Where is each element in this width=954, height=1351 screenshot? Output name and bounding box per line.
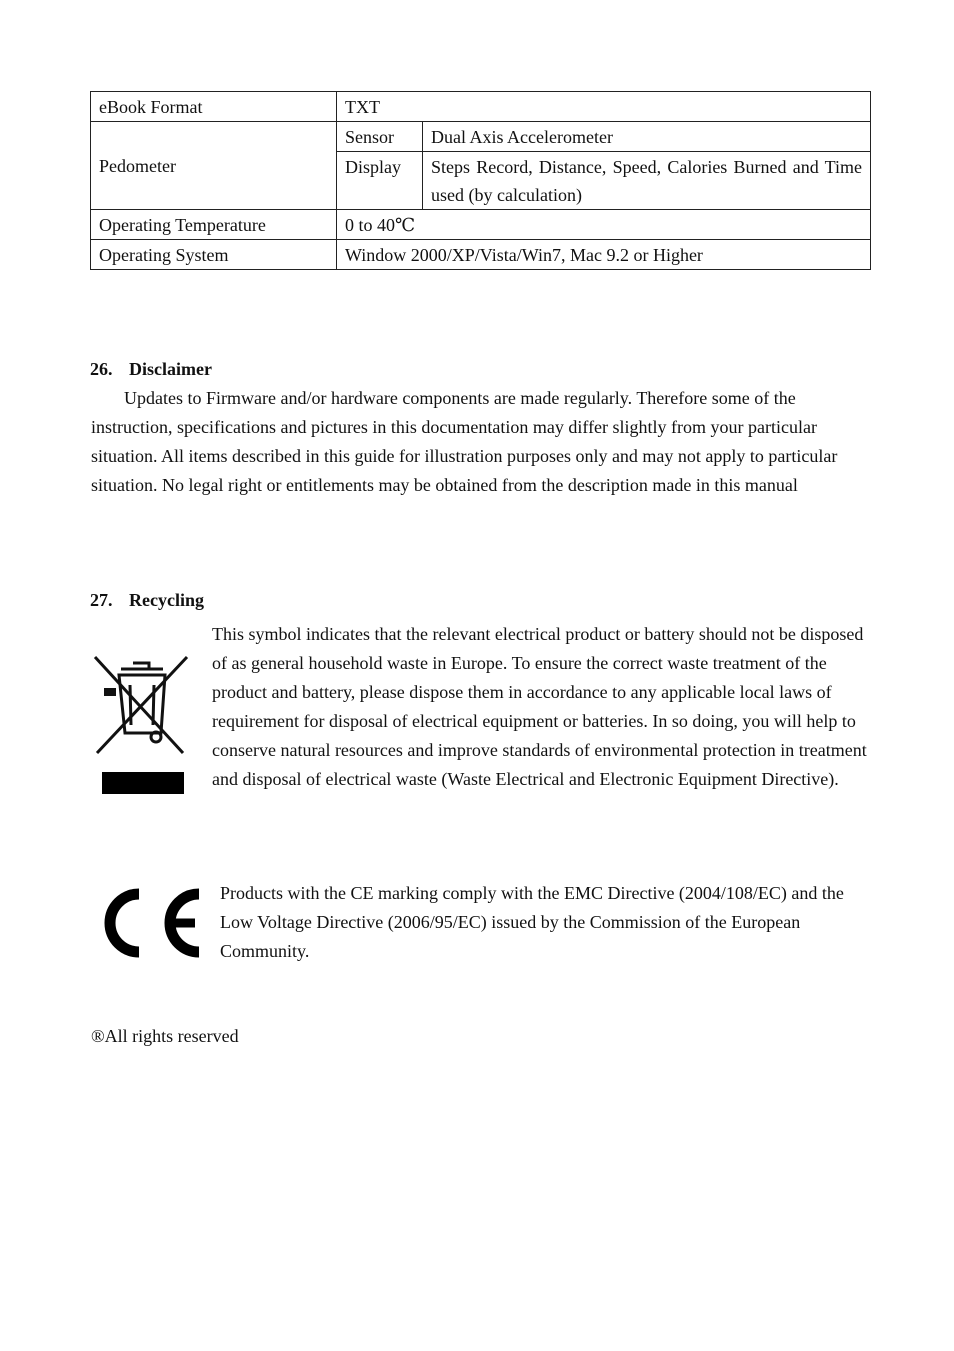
weee-crossed-bin-icon bbox=[93, 655, 189, 801]
disclaimer-number: 26. bbox=[90, 359, 113, 379]
operating-temperature-label: Operating Temperature bbox=[91, 210, 337, 240]
recycling-title: Recycling bbox=[129, 590, 204, 610]
table-row bbox=[91, 122, 871, 152]
disclaimer-title: Disclaimer bbox=[129, 359, 212, 379]
ebook-format-label: eBook Format bbox=[91, 92, 337, 122]
ce-mark-icon bbox=[95, 884, 205, 962]
table-row bbox=[91, 240, 871, 270]
spec-table bbox=[90, 91, 871, 270]
ebook-format-value: TXT bbox=[337, 92, 871, 122]
sensor-value: Dual Axis Accelerometer bbox=[423, 122, 871, 152]
ce-body: Products with the CE marking comply with the EMC Directive (2004/108/EC) and the Low Voltage Directive (2006/95/EC) issued by the Commission of the European Community. bbox=[220, 883, 844, 961]
pedometer-label: Pedometer bbox=[91, 122, 337, 210]
operating-system-label: Operating System bbox=[91, 240, 337, 270]
recycling-number: 27. bbox=[90, 590, 113, 610]
recycling-heading bbox=[90, 590, 204, 611]
rights-reserved: ®All rights reserved bbox=[91, 1026, 239, 1046]
display-value: Steps Record, Distance, Speed, Calories Burned and Time used (by calculation) bbox=[423, 152, 871, 210]
table-row bbox=[91, 92, 871, 122]
table-row bbox=[91, 210, 871, 240]
operating-temperature-value: 0 to 40℃ bbox=[337, 210, 871, 240]
disclaimer-heading bbox=[90, 359, 212, 380]
display-label: Display bbox=[337, 152, 423, 210]
operating-system-value: Window 2000/XP/Vista/Win7, Mac 9.2 or Higher bbox=[337, 240, 871, 270]
sensor-label: Sensor bbox=[337, 122, 423, 152]
disclaimer-body: Updates to Firmware and/or hardware components are made regularly. Therefore some of the instruction, specifications and pictures in this documentation may differ slightly from your particular situation. All items described in this guide for illustration purposes only and may not apply to particular situation. No legal right or entitlements may be obtained from the description made in this manual bbox=[91, 388, 838, 495]
recycling-body: This symbol indicates that the relevant electrical product or battery should not be disposed of as general household waste in Europe. To ensure the correct waste treatment of the product and battery, please dispose them in accordance to any applicable local laws of requirement for disposal of electrical equipment or batteries. In so doing, you will help to conserve natural resources and improve standards of environmental protection in treatment and disposal of electrical waste (Waste Electrical and Electronic Equipment Directive). bbox=[212, 624, 867, 789]
